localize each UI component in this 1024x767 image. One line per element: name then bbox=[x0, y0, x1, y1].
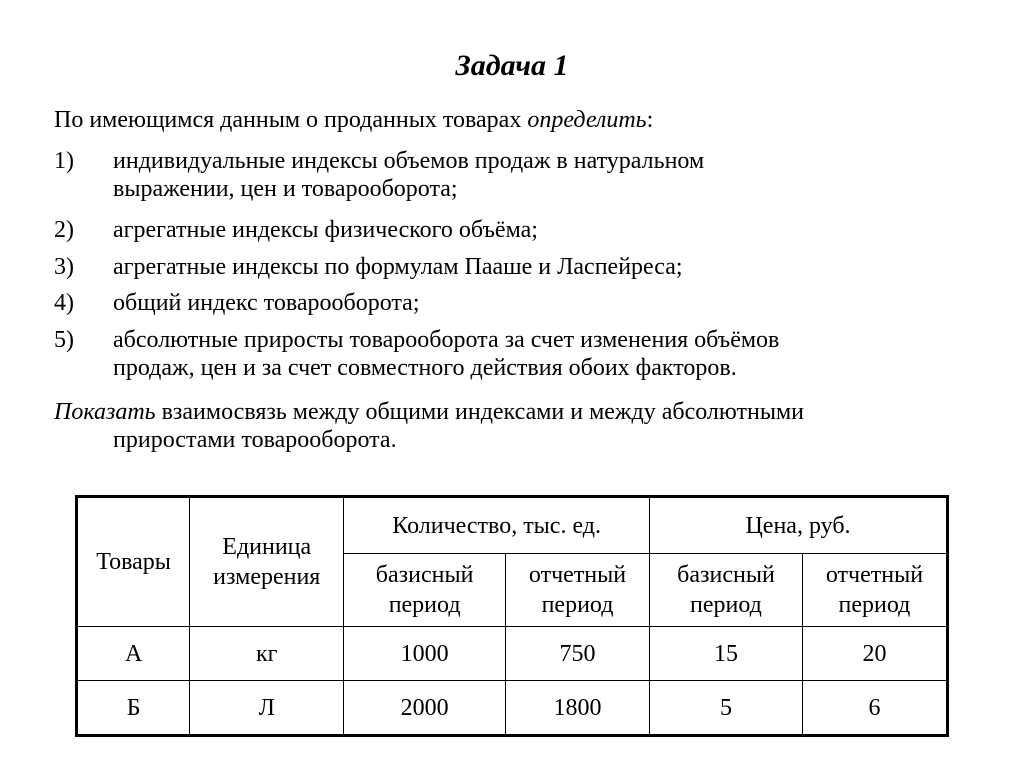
cell-price-report: 20 bbox=[802, 627, 947, 681]
header-quantity-base bbox=[344, 554, 506, 627]
header-report-line2: период bbox=[541, 592, 614, 618]
list-item-line: выражении, цен и товарооборота; bbox=[113, 176, 458, 202]
list-item bbox=[54, 216, 954, 244]
cell-goods: Б bbox=[77, 681, 190, 736]
intro-text: По имеющимся данным о проданных товарах bbox=[54, 107, 528, 133]
list-item-number: 2) bbox=[54, 217, 74, 243]
cell-price-report: 6 bbox=[802, 681, 947, 736]
conclusion-text: взаимосвязь между общими индексами и между абсолютными bbox=[155, 399, 804, 425]
sales-table bbox=[75, 495, 949, 737]
header-goods: Товары bbox=[77, 497, 190, 627]
list-item-line: агрегатные индексы по формулам Пааше и Ласпейреса; bbox=[113, 254, 683, 280]
list-item-line: продаж, цен и за счет совместного действия обоих факторов. bbox=[113, 355, 737, 381]
list-item-number: 5) bbox=[54, 327, 74, 353]
intro-colon: : bbox=[646, 107, 654, 133]
list-item bbox=[54, 147, 954, 203]
conclusion-paragraph bbox=[54, 398, 984, 454]
conclusion-text-line2: приростами товарооборота. bbox=[113, 427, 397, 453]
header-price-report bbox=[802, 554, 947, 627]
cell-quantity-report: 750 bbox=[506, 627, 650, 681]
conclusion-emphasis: Показать bbox=[54, 399, 156, 425]
header-report-line2: период bbox=[838, 592, 911, 618]
header-price-base bbox=[650, 554, 803, 627]
table-row bbox=[77, 627, 948, 681]
header-unit-line2: измерения bbox=[213, 564, 321, 590]
header-report-line1: отчетный bbox=[825, 562, 924, 588]
list-item-number: 3) bbox=[54, 254, 74, 280]
table-row bbox=[77, 681, 948, 736]
header-price: Цена, руб. bbox=[650, 497, 948, 554]
header-base-line2: период bbox=[388, 592, 461, 618]
table-header-row bbox=[77, 497, 948, 554]
list-item-line: абсолютные приросты товарооборота за счет изменения объёмов bbox=[113, 327, 780, 353]
cell-goods: А bbox=[77, 627, 190, 681]
list-item-line: общий индекс товарооборота; bbox=[113, 290, 420, 316]
list-item-line: индивидуальные индексы объемов продаж в натуральном bbox=[113, 148, 705, 174]
intro-paragraph bbox=[54, 106, 984, 134]
header-unit-line1: Единица bbox=[222, 534, 312, 560]
header-base-line1: базисный bbox=[677, 562, 775, 588]
list-item-line: агрегатные индексы физического объёма; bbox=[113, 217, 538, 243]
list-item-number: 1) bbox=[54, 148, 74, 174]
list-item bbox=[54, 289, 954, 317]
cell-price-base: 5 bbox=[650, 681, 803, 736]
list-item bbox=[54, 326, 954, 382]
cell-quantity-base: 2000 bbox=[344, 681, 506, 736]
cell-unit: кг bbox=[190, 627, 344, 681]
list-item bbox=[54, 253, 954, 281]
cell-quantity-report: 1800 bbox=[506, 681, 650, 736]
header-base-line1: базисный bbox=[375, 562, 474, 588]
header-report-line1: отчетный bbox=[528, 562, 627, 588]
header-quantity-report bbox=[506, 554, 650, 627]
cell-price-base: 15 bbox=[650, 627, 803, 681]
intro-emphasis: определить bbox=[527, 107, 647, 133]
cell-unit: Л bbox=[190, 681, 344, 736]
header-unit bbox=[190, 497, 344, 627]
header-quantity: Количество, тыс. ед. bbox=[344, 497, 650, 554]
cell-quantity-base: 1000 bbox=[344, 627, 506, 681]
task-title: Задача 1 bbox=[455, 49, 569, 82]
header-base-line2: период bbox=[690, 592, 762, 618]
list-item-number: 4) bbox=[54, 290, 74, 316]
